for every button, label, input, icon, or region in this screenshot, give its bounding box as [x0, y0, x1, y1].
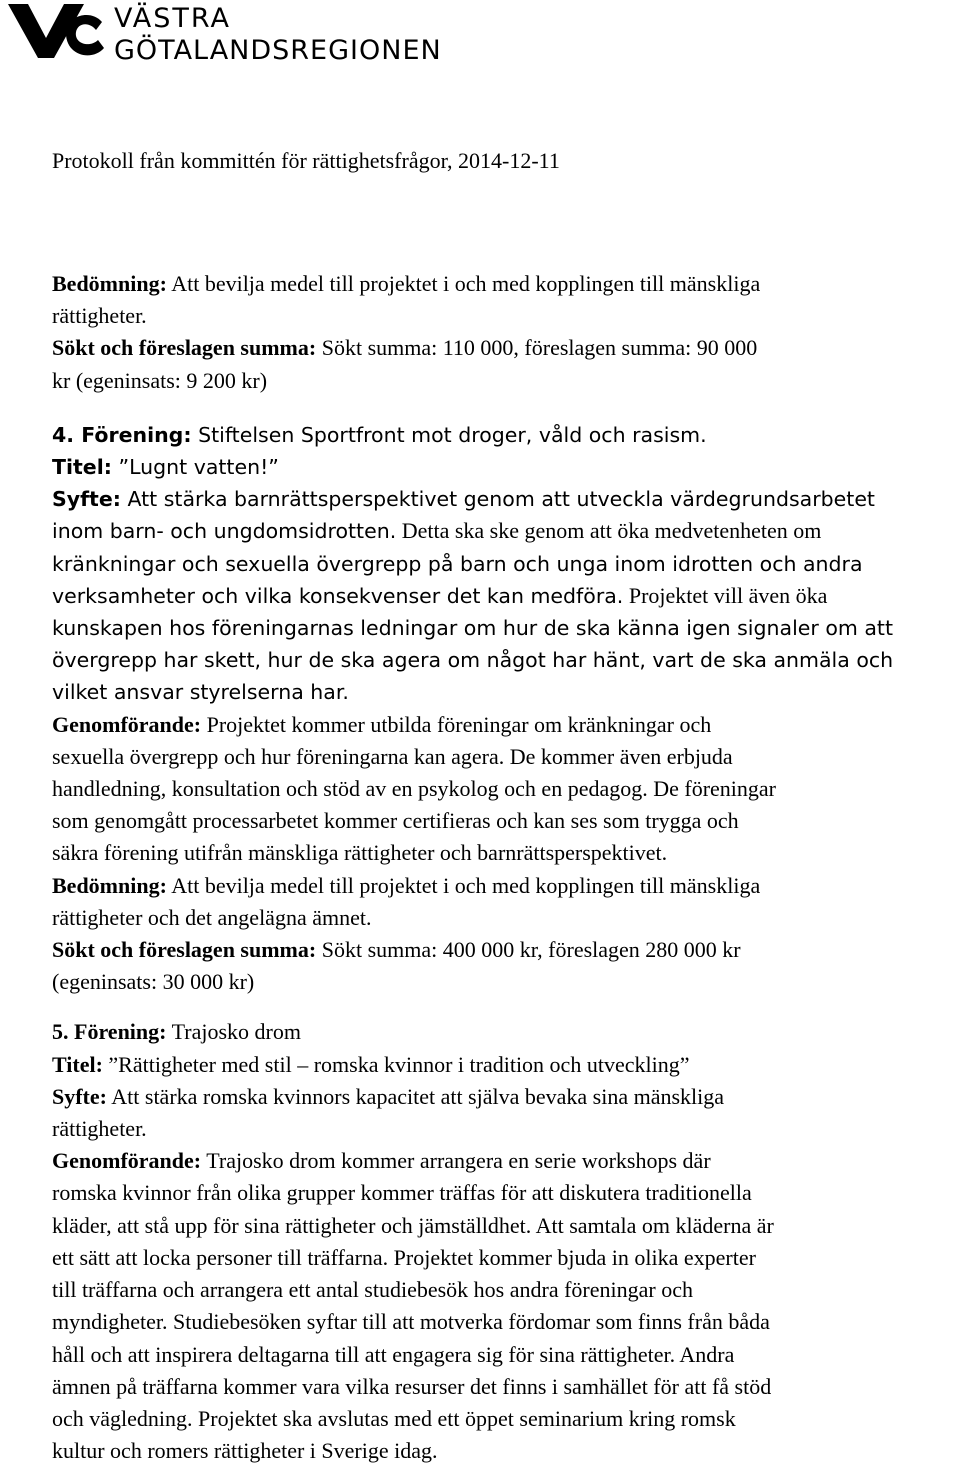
- implementation-text: ämnen på träffarna kommer vara vilka resurser det finns i samhället för att få stöd: [52, 1373, 772, 1399]
- implementation-label: Genomförande:: [52, 711, 202, 737]
- implementation-text: romska kvinnor från olika grupper kommer träffas för att diskutera traditionella: [52, 1180, 752, 1206]
- assessment-label: Bedömning:: [52, 872, 167, 898]
- purpose-text: Att stärka barnrättsperspektivet genom att utveckla värdegrundsarbetet: [120, 487, 875, 512]
- implementation-text: som genomgått processarbetet kommer certifieras och kan ses som trygga och: [52, 808, 739, 834]
- implementation-text: myndigheter. Studiebesöken syftar till att motverka fördomar som finns från båda: [52, 1309, 770, 1335]
- assessment-text: Att bevilja medel till projektet i och med kopplingen till mänskliga: [166, 271, 761, 296]
- association-value: Stiftelsen Sportfront mot droger, våld och rasism.: [191, 422, 707, 447]
- title-label: Titel:: [52, 1051, 103, 1077]
- amount-label: Sökt och föreslagen summa:: [52, 335, 317, 361]
- purpose-label: Syfte:: [52, 1083, 107, 1109]
- document-body: [52, 268, 958, 1467]
- item-5-purpose: [52, 1081, 958, 1145]
- item-number: 5.: [52, 1019, 69, 1045]
- implementation-text: sexuella övergrepp och hur föreningarna kan agera. De kommer även erbjuda: [52, 743, 733, 769]
- item-4-amount: [52, 934, 958, 998]
- item-5-association: [52, 1016, 958, 1048]
- purpose-text: övergrepp har skett, hur de ska agera om något har hänt, vart de ska anmäla och: [52, 648, 894, 673]
- title-value: ”Rättigheter med stil – romska kvinnor i tradition och utveckling”: [102, 1051, 690, 1077]
- purpose-text: vilket ansvar styrelserna har.: [52, 680, 349, 705]
- assessment-label: Bedömning:: [52, 271, 167, 296]
- assessment-previous: [52, 268, 958, 332]
- logo-line-2: GÖTALANDSREGIONEN: [114, 35, 442, 66]
- item-5-implementation: [52, 1145, 958, 1467]
- purpose-text: kunskapen hos föreningarnas ledningar om hur de ska känna igen signaler om att: [52, 616, 893, 641]
- amount-previous: [52, 332, 958, 396]
- amount-text: kr (egeninsats: 9 200 kr): [52, 367, 268, 393]
- purpose-text: verksamheter och vilka konsekvenser det kan medföra.: [52, 583, 624, 608]
- item-number: 4.: [52, 422, 75, 447]
- assessment-text: rättigheter och det angelägna ämnet.: [52, 904, 372, 930]
- implementation-label: Genomförande:: [52, 1148, 202, 1174]
- amount-label: Sökt och föreslagen summa:: [52, 937, 317, 963]
- implementation-text: säkra förening utifrån mänskliga rättigheter och barnrättsperspektivet.: [52, 840, 668, 866]
- logo-line-1: VÄSTRA: [114, 3, 231, 34]
- implementation-text: kläder, att stå upp för sina rättigheter och jämställdhet. Att samtala om kläderna är: [52, 1212, 774, 1238]
- vgr-logo-mark: [6, 0, 106, 64]
- item-4-association: [52, 419, 958, 451]
- purpose-label: Syfte:: [52, 487, 121, 512]
- purpose-continuation: Projektet vill även öka: [623, 582, 828, 608]
- implementation-text: och vägledning. Projektet ska avslutas med ett öppet seminarium kring romsk: [52, 1405, 736, 1431]
- item-4-assessment: [52, 870, 958, 934]
- document-title: Protokoll från kommittén för rättighetsfrågor, 2014-12-11: [52, 148, 560, 173]
- assessment-text: rättigheter.: [52, 303, 147, 329]
- vgr-logo: [6, 0, 446, 76]
- purpose-text: inom barn- och ungdomsidrotten.: [52, 519, 397, 544]
- purpose-continuation: Detta ska ske genom att öka medvetenheten om: [396, 518, 822, 544]
- item-4-purpose: [52, 483, 958, 708]
- implementation-text: ett sätt att locka personer till träffarna. Projektet kommer bjuda in olika experter: [52, 1244, 756, 1270]
- purpose-text: rättigheter.: [52, 1116, 147, 1142]
- item-4-title: [52, 451, 958, 483]
- assessment-text: Att bevilja medel till projektet i och med kopplingen till mänskliga: [166, 872, 761, 898]
- implementation-text: till träffarna och arrangera ett antal studiebesök hos andra föreningar och: [52, 1277, 693, 1303]
- purpose-text: kränkningar och sexuella övergrepp på barn och unga inom idrotten och andra: [52, 551, 863, 576]
- purpose-text: Att stärka romska kvinnors kapacitet att själva bevaka sina mänskliga: [106, 1083, 725, 1109]
- implementation-text: Projektet kommer utbilda föreningar om kränkningar och: [201, 711, 712, 737]
- item-4-implementation: [52, 709, 958, 870]
- implementation-text: Trajosko drom kommer arrangera en serie workshops där: [201, 1148, 711, 1174]
- title-label: Titel:: [52, 455, 112, 480]
- amount-text: (egeninsats: 30 000 kr): [52, 969, 255, 995]
- association-label: Förening:: [74, 422, 192, 447]
- association-value: Trajosko drom: [166, 1019, 301, 1045]
- title-value: ”Lugnt vatten!”: [111, 455, 279, 480]
- amount-text: Sökt summa: 110 000, föreslagen summa: 90 000: [316, 335, 758, 361]
- implementation-text: håll och att inspirera deltagarna till att engagera sig för sina rättigheter. Andra: [52, 1341, 735, 1367]
- association-label: Förening:: [68, 1019, 167, 1045]
- implementation-text: handledning, konsultation och stöd av en psykolog och en pedagog. De föreningar: [52, 776, 777, 802]
- amount-text: Sökt summa: 400 000 kr, föreslagen 280 000 kr: [316, 937, 741, 963]
- implementation-text: kultur och romers rättigheter i Sverige idag.: [52, 1438, 438, 1464]
- item-5-title: [52, 1049, 958, 1081]
